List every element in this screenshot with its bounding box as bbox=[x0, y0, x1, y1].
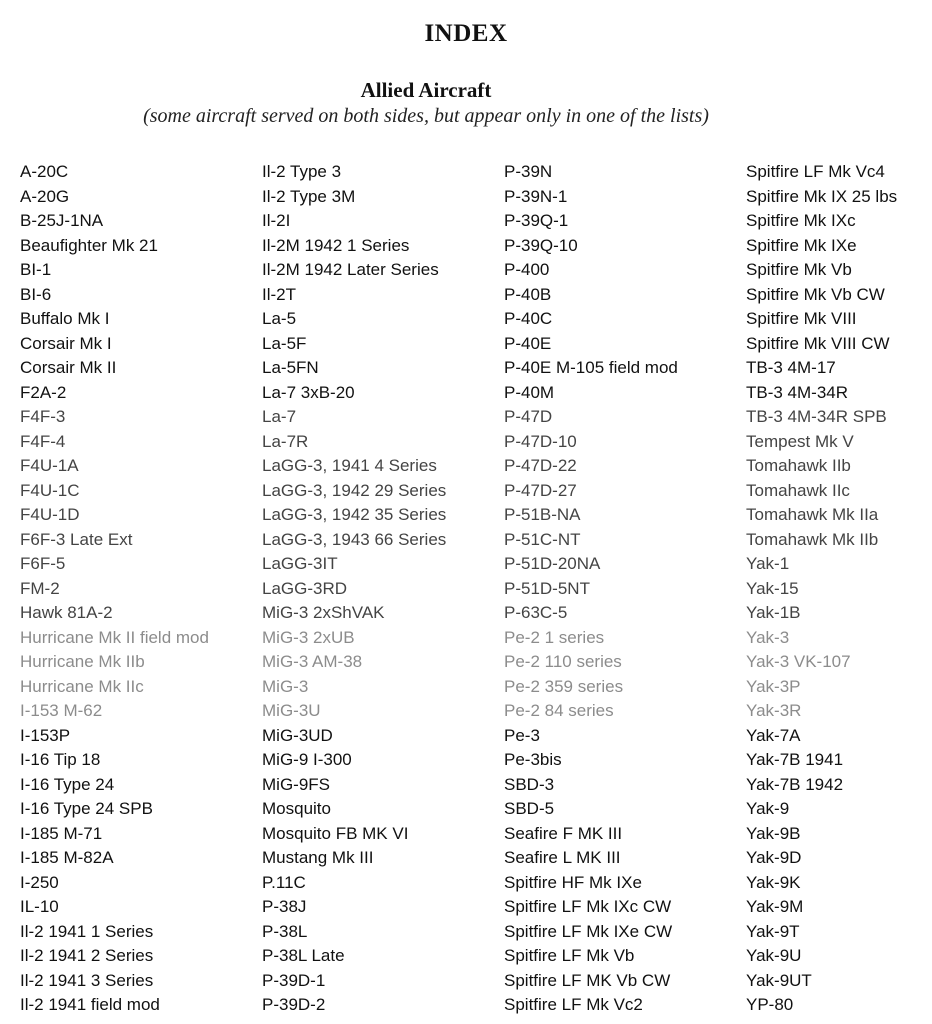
index-column-4 bbox=[746, 160, 932, 1018]
index-entry: La-7 3xB-20 bbox=[262, 382, 355, 402]
index-entry: I-185 M-82A bbox=[20, 848, 114, 867]
index-entry: BI-6 bbox=[20, 284, 52, 304]
index-entry: LaGG-3, 1943 66 Series bbox=[262, 529, 447, 549]
index-entry: Yak-3P bbox=[746, 676, 801, 696]
index-entry: P-40C bbox=[504, 309, 553, 328]
index-entry: P-51B-NA bbox=[504, 505, 581, 524]
index-entry: Mustang Mk III bbox=[262, 848, 374, 867]
index-entry: P-38L Late bbox=[262, 946, 345, 965]
index-entry: Pe-3bis bbox=[504, 750, 562, 769]
index-entry: La-5F bbox=[262, 333, 307, 353]
index-entry: P-47D bbox=[504, 407, 553, 426]
index-entry: TB-3 4M-34R SPB bbox=[746, 407, 887, 426]
section-title-text: Allied Aircraft bbox=[360, 78, 492, 102]
index-entry: La-7 bbox=[262, 407, 297, 426]
index-entry: MiG-3 2xUB bbox=[262, 627, 355, 647]
index-entry: P-51D-20NA bbox=[504, 554, 601, 573]
index-entry: Yak-9U bbox=[746, 946, 802, 965]
index-column-2 bbox=[262, 160, 502, 1018]
index-entry: Pe-2 359 series bbox=[504, 676, 624, 696]
index-entry: Tomahawk IIc bbox=[746, 480, 850, 500]
index-entry: F6F-3 Late Ext bbox=[20, 529, 133, 549]
index-entry: TB-3 4M-34R bbox=[746, 382, 849, 402]
index-entry: Yak-3 bbox=[746, 627, 790, 647]
index-entry: P-39Q-10 bbox=[504, 235, 578, 255]
index-entry: YP-80 bbox=[746, 995, 794, 1014]
index-entry: FM-2 bbox=[20, 578, 60, 598]
index-entry: P-39D-2 bbox=[262, 995, 326, 1014]
index-entry: LaGG-3, 1942 35 Series bbox=[262, 505, 447, 524]
index-entry: Yak-7A bbox=[746, 725, 801, 745]
index-entry: P-40M bbox=[504, 382, 555, 402]
index-entry: Tomahawk Mk IIb bbox=[746, 529, 879, 549]
index-entry: P-39Q-1 bbox=[504, 211, 569, 230]
index-entry: F4U-1A bbox=[20, 456, 79, 475]
index-entry: Spitfire HF Mk IXe bbox=[504, 872, 642, 892]
index-entry: Beaufighter Mk 21 bbox=[20, 235, 158, 255]
index-entry: MiG-3 2xShVAK bbox=[262, 603, 385, 622]
index-entry: Yak-7B 1941 bbox=[746, 750, 844, 769]
index-entry: Spitfire Mk VIII CW bbox=[746, 333, 890, 353]
index-entry: F4F-4 bbox=[20, 431, 66, 451]
index-entry: F2A-2 bbox=[20, 382, 67, 402]
index-entry: Spitfire Mk Vb CW bbox=[746, 284, 885, 304]
index-entry: F4U-1D bbox=[20, 505, 80, 524]
index-entry: Hurricane Mk II field mod bbox=[20, 627, 209, 647]
index-entry: I-16 Type 24 SPB bbox=[20, 799, 153, 818]
index-entry: La-7R bbox=[262, 431, 309, 451]
section-note: (some aircraft served on both sides, but appear only in one of the lists) bbox=[143, 105, 709, 127]
index-entry: P-40E bbox=[504, 333, 552, 353]
index-entry: Spitfire Mk IXe bbox=[746, 235, 857, 255]
index-entry: MiG-3 AM-38 bbox=[262, 652, 363, 671]
index-entry: Spitfire LF MK Vb CW bbox=[504, 970, 671, 990]
index-entry: I-250 bbox=[20, 872, 59, 892]
index-entry: F6F-5 bbox=[20, 554, 66, 573]
index-entry: Yak-9D bbox=[746, 848, 802, 867]
index-column-3 bbox=[504, 160, 744, 1018]
index-entry: La-5 bbox=[262, 309, 297, 328]
index-entry: Buffalo Mk I bbox=[20, 309, 110, 328]
index-entry: B-25J-1NA bbox=[20, 211, 104, 230]
index-entry: P-47D-27 bbox=[504, 480, 577, 500]
index-entry: Yak-9M bbox=[746, 897, 804, 916]
index-entry: A-20C bbox=[20, 162, 69, 181]
section-title bbox=[0, 78, 852, 103]
index-entry: I-16 Tip 18 bbox=[20, 750, 101, 769]
index-entry: Yak-9T bbox=[746, 921, 800, 941]
index-entry: Il-2M 1942 1 Series bbox=[262, 235, 410, 255]
index-entry: P-63C-5 bbox=[504, 603, 568, 622]
index-entry: F4U-1C bbox=[20, 480, 80, 500]
index-entry: MiG-9FS bbox=[262, 774, 330, 794]
index-entry: Pe-2 110 series bbox=[504, 652, 622, 671]
index-entry: Seafire F MK III bbox=[504, 823, 623, 843]
index-entry: Yak-9UT bbox=[746, 970, 812, 990]
index-column-1 bbox=[20, 160, 260, 1018]
index-entry: Spitfire Mk IXc bbox=[746, 211, 856, 230]
index-entry: MiG-3UD bbox=[262, 725, 333, 745]
index-entry: P-39N bbox=[504, 162, 553, 181]
index-entry: Yak-9B bbox=[746, 823, 801, 843]
index-entry: Yak-1B bbox=[746, 603, 801, 622]
index-entry: I-153P bbox=[20, 725, 71, 745]
index-entry: LaGG-3RD bbox=[262, 578, 348, 598]
index-entry: P-38L bbox=[262, 921, 308, 941]
index-entry: Il-2 Type 3 bbox=[262, 162, 342, 181]
index-entry: Hawk 81A-2 bbox=[20, 603, 113, 622]
index-entry: La-5FN bbox=[262, 358, 319, 377]
index-entry: P-40E M-105 field mod bbox=[504, 358, 678, 377]
index-entry: Yak-7B 1942 bbox=[746, 774, 844, 794]
index-entry: TB-3 4M-17 bbox=[746, 358, 836, 377]
index-entry: P-39D-1 bbox=[262, 970, 326, 990]
index-entry: MiG-3 bbox=[262, 676, 309, 696]
index-entry: MiG-3U bbox=[262, 701, 321, 720]
index-entry: SBD-5 bbox=[504, 799, 555, 818]
index-entry: BI-1 bbox=[20, 260, 52, 279]
index-entry: A-20G bbox=[20, 186, 70, 206]
index-entry: Corsair Mk II bbox=[20, 358, 117, 377]
index-entry: Yak-1 bbox=[746, 554, 790, 573]
index-entry: SBD-3 bbox=[504, 774, 555, 794]
index-entry: Il-2 1941 1 Series bbox=[20, 921, 154, 941]
index-entry: Spitfire LF Mk IXc CW bbox=[504, 897, 672, 916]
index-entry: Pe-2 1 series bbox=[504, 627, 605, 647]
index-entry: P-51D-5NT bbox=[504, 578, 590, 598]
index-entry: Spitfire Mk IX 25 lbs bbox=[746, 186, 898, 206]
index-entry: Spitfire LF Mk IXe CW bbox=[504, 921, 673, 941]
index-entry: P-51C-NT bbox=[504, 529, 581, 549]
index-entry: P-38J bbox=[262, 897, 307, 916]
index-entry: I-153 M-62 bbox=[20, 701, 103, 720]
index-entry: P-40B bbox=[504, 284, 552, 304]
index-entry: I-16 Type 24 bbox=[20, 774, 115, 794]
index-entry: Spitfire LF Mk Vb bbox=[504, 946, 635, 965]
index-entry: Pe-2 84 series bbox=[504, 701, 614, 720]
index-entry: Spitfire Mk Vb bbox=[746, 260, 852, 279]
index-entry: Tomahawk IIb bbox=[746, 456, 851, 475]
index-entry: Yak-9 bbox=[746, 799, 790, 818]
index-entry: P-47D-22 bbox=[504, 456, 577, 475]
index-entry: Il-2M 1942 Later Series bbox=[262, 260, 439, 279]
index-entry: Tomahawk Mk IIa bbox=[746, 505, 879, 524]
index-entry: P-47D-10 bbox=[504, 431, 577, 451]
index-entry: Hurricane Mk IIb bbox=[20, 652, 145, 671]
index-entry: Il-2 1941 field mod bbox=[20, 995, 160, 1014]
index-entry: I-185 M-71 bbox=[20, 823, 103, 843]
index-entry: Spitfire LF Mk Vc2 bbox=[504, 995, 643, 1014]
index-entry: P-39N-1 bbox=[504, 186, 568, 206]
index-entry: Il-2T bbox=[262, 284, 296, 304]
index-entry: F4F-3 bbox=[20, 407, 66, 426]
index-entry: Mosquito bbox=[262, 799, 331, 818]
index-entry: Yak-9K bbox=[746, 872, 801, 892]
index-entry: Il-2 Type 3M bbox=[262, 186, 356, 206]
index-entry: Mosquito FB MK VI bbox=[262, 823, 409, 843]
index-entry: Tempest Mk V bbox=[746, 431, 854, 451]
index-entry: Spitfire Mk VIII bbox=[746, 309, 857, 328]
index-entry: IL-10 bbox=[20, 897, 59, 916]
index-entry: P-400 bbox=[504, 260, 550, 279]
index-entry: Spitfire LF Mk Vc4 bbox=[746, 162, 885, 181]
index-entry: LaGG-3IT bbox=[262, 554, 338, 573]
index-entry: LaGG-3, 1941 4 Series bbox=[262, 456, 437, 475]
index-entry: Seafire L MK III bbox=[504, 848, 621, 867]
aircraft-index bbox=[20, 160, 920, 1020]
page-title: INDEX bbox=[424, 20, 508, 47]
index-entry: Yak-15 bbox=[746, 578, 799, 598]
index-entry: MiG-9 I-300 bbox=[262, 750, 352, 769]
index-entry: Yak-3R bbox=[746, 701, 802, 720]
index-entry: Il-2 1941 2 Series bbox=[20, 946, 154, 965]
index-entry: Il-2 1941 3 Series bbox=[20, 970, 154, 990]
index-entry: Hurricane Mk IIc bbox=[20, 676, 144, 696]
index-entry: Pe-3 bbox=[504, 725, 540, 745]
index-entry: LaGG-3, 1942 29 Series bbox=[262, 480, 447, 500]
index-entry: Corsair Mk I bbox=[20, 333, 112, 353]
index-entry: Yak-3 VK-107 bbox=[746, 652, 851, 671]
index-entry: P.11C bbox=[262, 872, 306, 892]
index-entry: Il-2I bbox=[262, 211, 291, 230]
